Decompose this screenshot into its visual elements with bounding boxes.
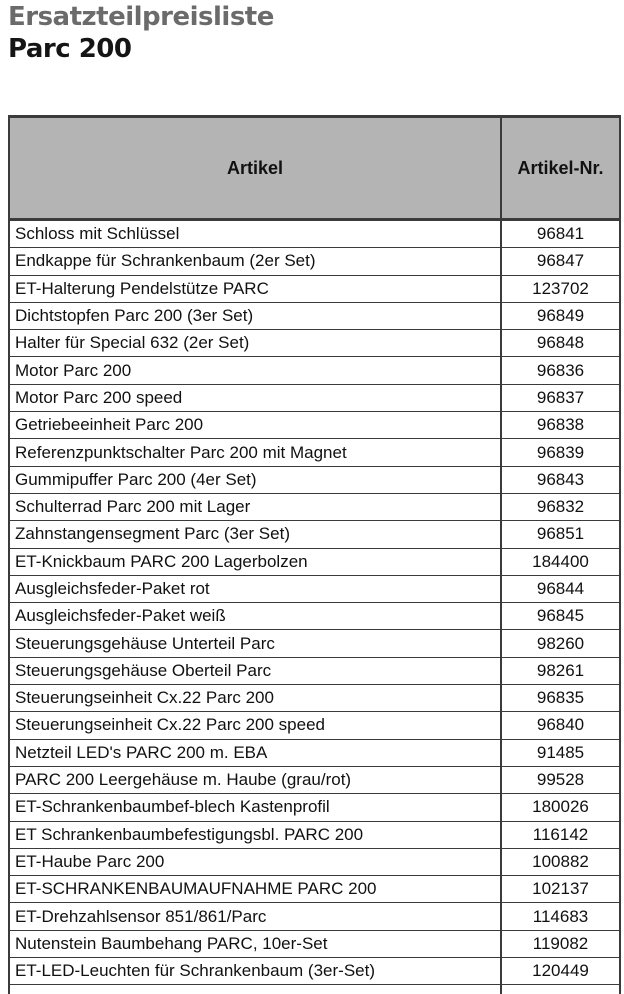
artikel-nr-cell: 116142 — [501, 821, 620, 848]
page-title: Ersatzteilpreisliste — [8, 2, 274, 32]
table-row — [9, 330, 620, 357]
artikel-cell: Zahnstangensegment Parc (3er Set) — [9, 521, 501, 548]
artikel-cell: ET-LED-Leuchten für Schrankenbaum (3er-Set) — [9, 958, 501, 985]
artikel-cell: Referenzpunktschalter Parc 200 mit Magnet — [9, 439, 501, 466]
artikel-cell: Dichtstopfen Parc 200 (3er Set) — [9, 302, 501, 329]
artikel-cell: Motor Parc 200 speed — [9, 384, 501, 411]
artikel-nr-cell: 96848 — [501, 330, 620, 357]
artikel-cell: ET-Knickbaum PARC 200 Lagerbolzen — [9, 548, 501, 575]
artikel-nr-cell: 96844 — [501, 575, 620, 602]
table-row — [9, 657, 620, 684]
artikel-nr-cell: 91485 — [501, 739, 620, 766]
artikel-cell: ET-Haube Parc 200 — [9, 848, 501, 875]
table-row — [9, 603, 620, 630]
artikel-nr-cell: 96832 — [501, 493, 620, 520]
table-row — [9, 739, 620, 766]
artikel-cell: Gummipuffer Parc 200 (4er Set) — [9, 466, 501, 493]
artikel-nr-cell: 123702 — [501, 275, 620, 302]
artikel-nr-cell: 120449 — [501, 958, 620, 985]
column-header-artikel-nr: Artikel-Nr. — [501, 117, 620, 220]
table-row — [9, 248, 620, 275]
artikel-cell: ET Schrankenbaumbefestigungsbl. PARC 200 — [9, 821, 501, 848]
table-row-cutoff — [9, 985, 620, 994]
table-row — [9, 766, 620, 793]
title-block — [8, 1, 274, 64]
table-row — [9, 903, 620, 930]
table-row — [9, 794, 620, 821]
table-row — [9, 439, 620, 466]
table-header-row — [9, 117, 620, 220]
artikel-nr-cell: 96841 — [501, 220, 620, 248]
table-row — [9, 521, 620, 548]
artikel-cell: ET-Schrankenbaumbef-blech Kastenprofil — [9, 794, 501, 821]
table-row — [9, 958, 620, 985]
table-row — [9, 685, 620, 712]
artikel-cell: Motor Parc 200 — [9, 357, 501, 384]
table-row — [9, 384, 620, 411]
column-header-artikel: Artikel — [9, 117, 501, 220]
artikel-nr-cell: 96839 — [501, 439, 620, 466]
artikel-nr-cell: 99528 — [501, 766, 620, 793]
artikel-nr-cell: 96837 — [501, 384, 620, 411]
table-row — [9, 876, 620, 903]
artikel-nr-cell: 98261 — [501, 657, 620, 684]
artikel-nr-cell: 96847 — [501, 248, 620, 275]
table-row — [9, 848, 620, 875]
table-row — [9, 712, 620, 739]
artikel-cell: Steuerungsgehäuse Oberteil Parc — [9, 657, 501, 684]
artikel-cell: Steuerungsgehäuse Unterteil Parc — [9, 630, 501, 657]
table-row — [9, 930, 620, 957]
artikel-cell: Getriebeeinheit Parc 200 — [9, 412, 501, 439]
artikel-nr-cell: 96840 — [501, 712, 620, 739]
table-row — [9, 412, 620, 439]
artikel-cell: Ausgleichsfeder-Paket weiß — [9, 603, 501, 630]
table-row — [9, 548, 620, 575]
spare-parts-table — [8, 115, 621, 994]
artikel-cell: ET-Drehzahlsensor 851/861/Parc — [9, 903, 501, 930]
page-subtitle: Parc 200 — [8, 34, 132, 64]
table-row — [9, 466, 620, 493]
artikel-cell: Netzteil LED's PARC 200 m. EBA — [9, 739, 501, 766]
artikel-nr-cell — [501, 985, 620, 994]
artikel-cell: ET-Halterung Pendelstütze PARC — [9, 275, 501, 302]
table-row — [9, 302, 620, 329]
artikel-cell: Steuerungseinheit Cx.22 Parc 200 speed — [9, 712, 501, 739]
table-row — [9, 493, 620, 520]
artikel-nr-cell: 96838 — [501, 412, 620, 439]
artikel-cell — [9, 985, 501, 994]
artikel-nr-cell: 119082 — [501, 930, 620, 957]
artikel-cell: ET-SCHRANKENBAUMAUFNAHME PARC 200 — [9, 876, 501, 903]
artikel-nr-cell: 102137 — [501, 876, 620, 903]
artikel-nr-cell: 180026 — [501, 794, 620, 821]
artikel-nr-cell: 96835 — [501, 685, 620, 712]
artikel-cell: Steuerungseinheit Cx.22 Parc 200 — [9, 685, 501, 712]
table-row — [9, 821, 620, 848]
table-row — [9, 220, 620, 248]
artikel-cell: Schloss mit Schlüssel — [9, 220, 501, 248]
artikel-nr-cell: 96849 — [501, 302, 620, 329]
table-row — [9, 575, 620, 602]
table-row — [9, 275, 620, 302]
artikel-cell: Endkappe für Schrankenbaum (2er Set) — [9, 248, 501, 275]
artikel-cell: Ausgleichsfeder-Paket rot — [9, 575, 501, 602]
artikel-nr-cell: 100882 — [501, 848, 620, 875]
artikel-nr-cell: 96845 — [501, 603, 620, 630]
artikel-cell: Halter für Special 632 (2er Set) — [9, 330, 501, 357]
artikel-nr-cell: 114683 — [501, 903, 620, 930]
artikel-nr-cell: 98260 — [501, 630, 620, 657]
artikel-cell: Schulterrad Parc 200 mit Lager — [9, 493, 501, 520]
artikel-cell: Nutenstein Baumbehang PARC, 10er-Set — [9, 930, 501, 957]
artikel-nr-cell: 96851 — [501, 521, 620, 548]
artikel-nr-cell: 184400 — [501, 548, 620, 575]
artikel-nr-cell: 96836 — [501, 357, 620, 384]
artikel-cell: PARC 200 Leergehäuse m. Haube (grau/rot) — [9, 766, 501, 793]
table-row — [9, 357, 620, 384]
artikel-nr-cell: 96843 — [501, 466, 620, 493]
table-row — [9, 630, 620, 657]
